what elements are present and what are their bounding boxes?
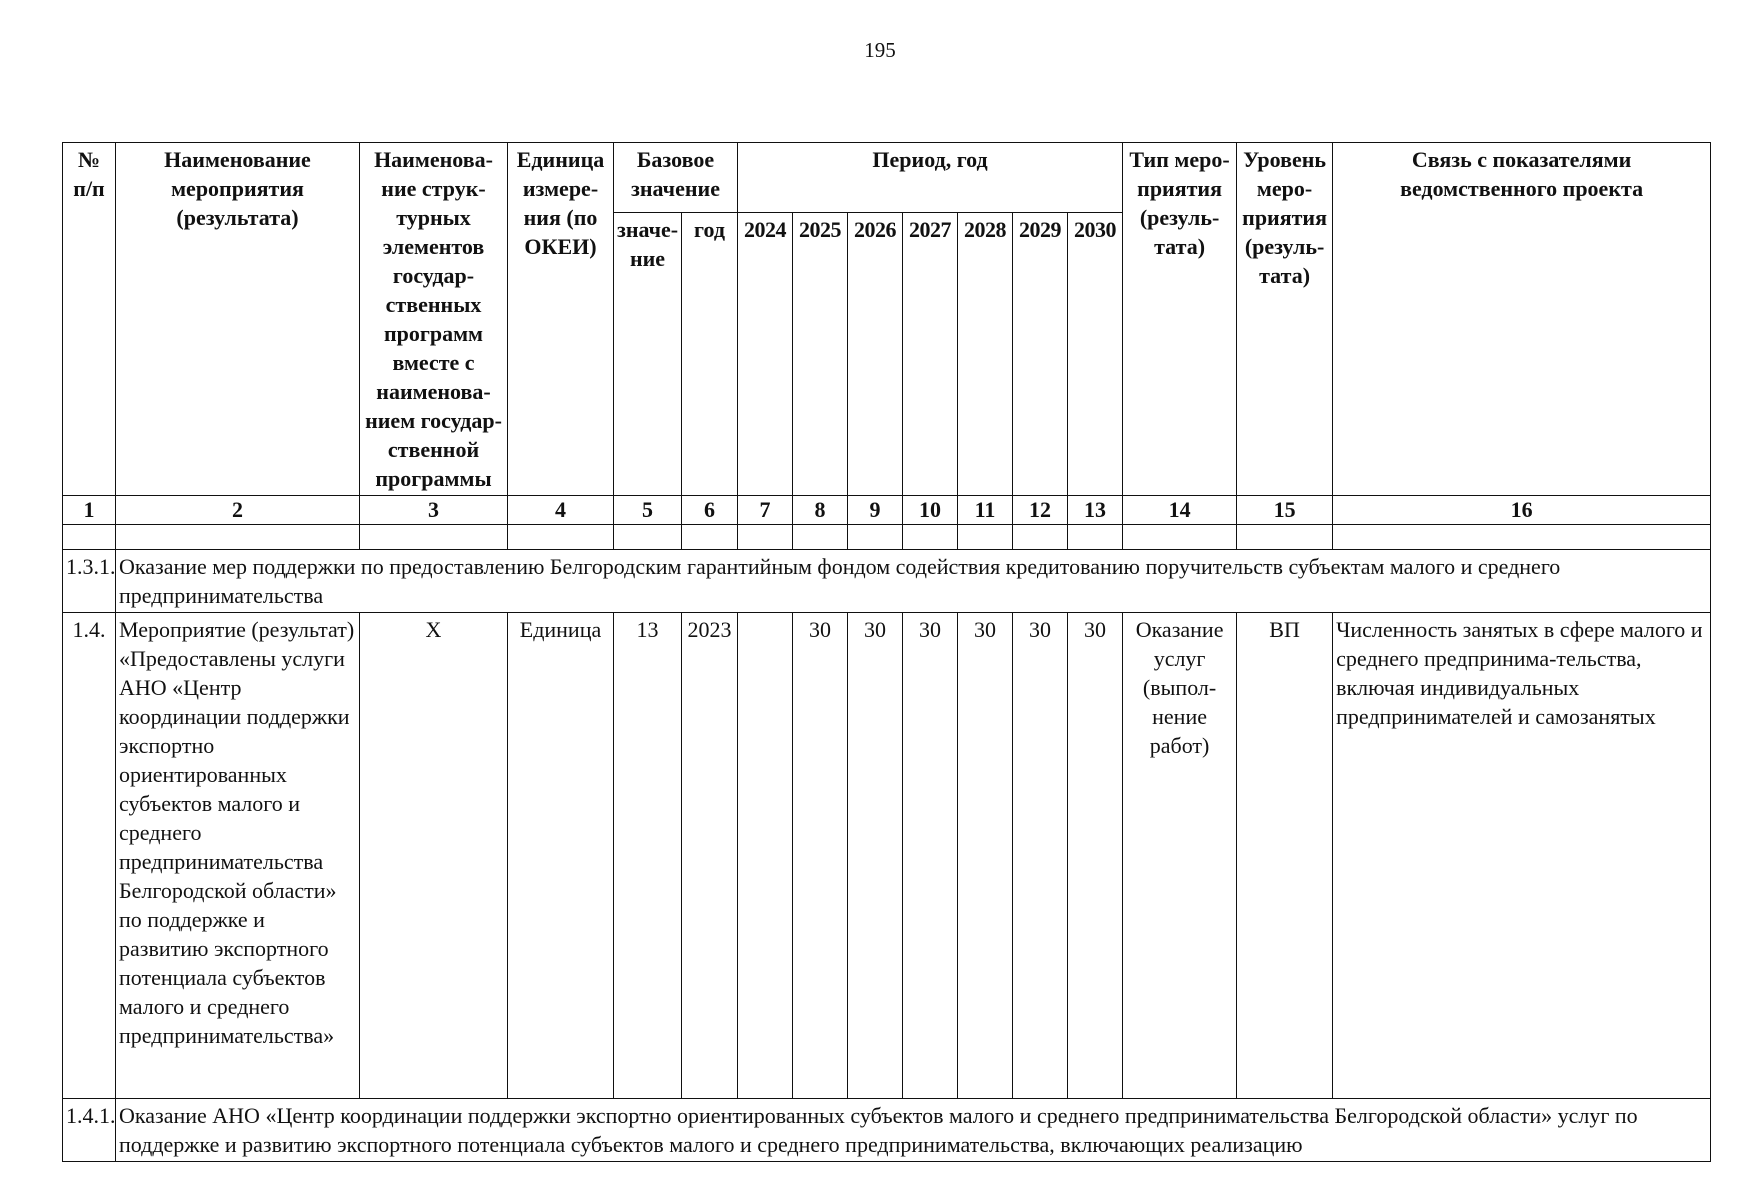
header-measure-type: Тип меро-приятия (резуль-тата) — [1123, 143, 1237, 496]
column-number: 9 — [848, 496, 903, 525]
row-number: 1.4. — [63, 613, 116, 1099]
value-2027: 30 — [903, 613, 958, 1099]
page-number: 195 — [864, 38, 896, 62]
value-2026: 30 — [848, 613, 903, 1099]
linked-indicator: Численность занятых в сфере малого и среднего предпринима-тельства, включая индивидуальных предпринимателей и самозанятых — [1333, 613, 1711, 1099]
column-number: 5 — [614, 496, 682, 525]
column-number: 3 — [360, 496, 508, 525]
value-2024 — [738, 613, 793, 1099]
column-number: 6 — [682, 496, 738, 525]
measure-type: Оказание услуг (выпол-нение работ) — [1123, 613, 1237, 1099]
value-2028: 30 — [958, 613, 1013, 1099]
value-2030: 30 — [1068, 613, 1123, 1099]
row-description: Оказание мер поддержки по предоставлению Белгородским гарантийным фондом содействия кредитованию поручительств субъектам малого и среднего предпринимательства — [116, 550, 1711, 613]
column-number: 8 — [793, 496, 848, 525]
column-number: 2 — [116, 496, 360, 525]
structural-element: Х — [360, 613, 508, 1099]
row-number: 1.4.1. — [63, 1099, 116, 1162]
table-row-1-3-1 — [63, 550, 1711, 613]
measures-table — [62, 142, 1711, 1162]
header-base-value: значе-ние — [614, 213, 682, 496]
row-description: Оказание АНО «Центр координации поддержки экспортно ориентированных субъектов малого и среднего предпринимательства Белгородской области» услуг по поддержке и развитию экспортного потенциала субъектов малого и среднего предпринимательства, включающих реализацию — [116, 1099, 1711, 1162]
header-number: № п/п — [63, 143, 116, 496]
header-unit: Единица измере-ния (по ОКЕИ) — [508, 143, 614, 496]
header-period-group: Период, год — [738, 143, 1123, 213]
unit: Единица — [508, 613, 614, 1099]
column-number: 1 — [63, 496, 116, 525]
value-2025: 30 — [793, 613, 848, 1099]
header-year-2030: 2030 — [1068, 213, 1123, 496]
header-link-indicators: Связь с показателями ведомственного проекта — [1333, 143, 1711, 496]
column-number: 13 — [1068, 496, 1123, 525]
column-number: 15 — [1237, 496, 1333, 525]
column-numbers-row — [63, 496, 1711, 525]
row-number: 1.3.1. — [63, 550, 116, 613]
measure-name: Мероприятие (результат) «Предоставлены услуги АНО «Центр координации поддержки экспортно ориентированных субъектов малого и среднего предпринимательства Белгородской области» по поддержке и развитию экспортного потенциала субъектов малого и среднего предпринимательства» — [116, 613, 360, 1099]
header-base-year: год — [682, 213, 738, 496]
header-structural-elements: Наименова-ние струк-турных элементов государ-ственных программ вместе с наименова-нием государ-ственной программы — [360, 143, 508, 496]
header-measure-level: Уровень меро-приятия (резуль-тата) — [1237, 143, 1333, 496]
column-number: 10 — [903, 496, 958, 525]
empty-row — [63, 525, 1711, 550]
column-number: 11 — [958, 496, 1013, 525]
table-row-1-4 — [63, 613, 1711, 1099]
column-number: 14 — [1123, 496, 1237, 525]
base-value: 13 — [614, 613, 682, 1099]
column-number: 4 — [508, 496, 614, 525]
header-base-value-group: Базовое значение — [614, 143, 738, 213]
value-2029: 30 — [1013, 613, 1068, 1099]
header-year-2027: 2027 — [903, 213, 958, 496]
header-year-2025: 2025 — [793, 213, 848, 496]
header-year-2029: 2029 — [1013, 213, 1068, 496]
header-measure-name: Наименование мероприятия (результата) — [116, 143, 360, 496]
column-number: 16 — [1333, 496, 1711, 525]
header-year-2024: 2024 — [738, 213, 793, 496]
column-number: 12 — [1013, 496, 1068, 525]
header-year-2028: 2028 — [958, 213, 1013, 496]
measure-level: ВП — [1237, 613, 1333, 1099]
header-year-2026: 2026 — [848, 213, 903, 496]
base-year: 2023 — [682, 613, 738, 1099]
column-number: 7 — [738, 496, 793, 525]
table-row-1-4-1 — [63, 1099, 1711, 1162]
